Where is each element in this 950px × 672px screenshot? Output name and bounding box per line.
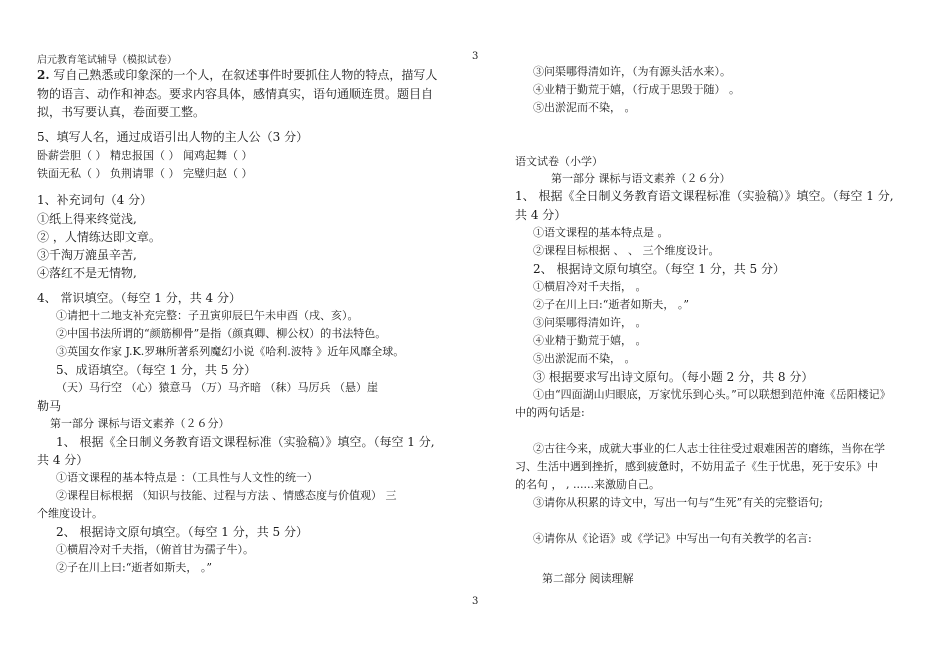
poem-recall-a-line-1: ①由“四面湖山归眼底，万家忧乐到心头。”可以联想到范仲淹《岳阳楼记》 bbox=[533, 388, 891, 401]
poem-answer-right-top: ④业精于勤荒于嬉，（行成于思毁于随） 。 bbox=[533, 83, 740, 96]
idiom-row-2: 铁面无私（ ） 负荆请罪（ ） 完璧归赵（ ） bbox=[37, 167, 253, 180]
poem-blank-item: ④业精于勤荒于嬉， 。 bbox=[533, 334, 647, 347]
writing-number: 2. bbox=[37, 68, 50, 82]
curriculum-answer-2-line-1: ②课程目标根据 （知识与技能、过程与方法 、情感态度与价值观） 三 bbox=[56, 489, 397, 502]
curriculum-question-line-1: 1、 根据《全日制义务教育语文课程标准（实验稿）》填空。（每空 1 分, bbox=[56, 435, 435, 449]
poem-answer-left: ①横眉冷对千夫指，（俯首甘为孺子牛）。 bbox=[56, 543, 254, 556]
writing-prompt-line-3: 拟，书写要认真，卷面要工整。 bbox=[37, 105, 206, 119]
idiom-fill-title: 5、成语填空。（每空 1 分，共 5 分） bbox=[56, 363, 257, 377]
idiom-question-title: 5、填写人名，通过成语引出人物的主人公（3 分） bbox=[37, 130, 309, 144]
part1-heading-right: 第一部分 课标与语文素养（２６分） bbox=[551, 172, 731, 185]
common-knowledge-item: ①请把十二地支补充完整：子丑寅卯辰巳午未申酉（戌、亥）。 bbox=[56, 309, 359, 322]
poem-answer-left: ②子在川上曰:“逝者如斯夫， 。” bbox=[56, 561, 212, 574]
writing-prompt-line-1 bbox=[37, 69, 437, 81]
writing-prompt-line-2: 物的语言、动作和神态。要求内容具体，感情真实，语句通顺连贯。题目自 bbox=[37, 87, 434, 101]
supplement-item: ④落红不是无情物, bbox=[37, 266, 137, 280]
poem-answer-right-top: ③问渠哪得清如许，（为有源头活水来）。 bbox=[533, 65, 731, 78]
common-knowledge-item: ②中国书法所谓的“颜筋柳骨”是指（颜真卿、柳公权）的书法特色。 bbox=[56, 327, 387, 340]
poem-recall-title: ③ 根据要求写出诗文原句。（每小题 2 分，共 8 分） bbox=[533, 370, 814, 384]
poem-blank-item: ①横眉冷对千夫指， 。 bbox=[533, 280, 647, 293]
poem-answer-right-top: ⑤出淤泥而不染， 。 bbox=[533, 101, 636, 114]
supplement-item: ③千淘万漉虽辛苦, bbox=[37, 248, 137, 262]
common-knowledge-item: ③英国女作家 J.K.罗琳所著系列魔幻小说《哈利.波特 》近年风靡全球。 bbox=[56, 345, 405, 358]
supplement-item: ①纸上得来终觉浅, bbox=[37, 212, 137, 226]
idiom-fill-row: （天）马行空 （心）猿意马 （万）马齐暗 （秣）马厉兵 （悬）崖 bbox=[56, 381, 378, 394]
poem-question-title-right: 2、 根据诗文原句填空。（每空 1 分，共 5 分） bbox=[533, 262, 785, 276]
idiom-row-1: 卧薪尝胆（ ） 精忠报国（ ） 闻鸡起舞（ ） bbox=[37, 149, 253, 162]
poem-blank-item: ⑤出淤泥而不染， 。 bbox=[533, 352, 636, 365]
part2-heading: 第二部分 阅读理解 bbox=[542, 572, 634, 585]
poem-question-title-left: 2、 根据诗文原句填空。（每空 1 分，共 5 分） bbox=[56, 525, 308, 539]
poem-blank-item: ③问渠哪得清如许， 。 bbox=[533, 316, 647, 329]
poem-blank-item: ②子在川上曰:“逝者如斯夫， 。” bbox=[533, 298, 689, 311]
poem-recall-d: ④请你从《论语》或《学记》中写出一句有关教学的名言: bbox=[533, 532, 812, 545]
poem-recall-b-line-3: 的名句 ， , ......来激励自己。 bbox=[515, 478, 660, 491]
curriculum-question-line-2: 共 4 分） bbox=[37, 453, 89, 467]
common-knowledge-title: 4、 常识填空。（每空 1 分，共 4 分） bbox=[37, 291, 241, 305]
page-number-top: 3 bbox=[472, 51, 479, 62]
curriculum-blank-item: ①语文课程的基本特点是 。 bbox=[533, 226, 669, 239]
supplement-title: 1、补充词句（4 分） bbox=[37, 193, 153, 207]
writing-text: 写自己熟悉或印象深的一个人，在叙述事件时要抓住人物的特点，描写人 bbox=[53, 68, 438, 82]
supplement-item: ② ，人情练达即文章。 bbox=[37, 230, 161, 244]
curriculum-blank-item: ②课程目标根据 、 、 三个维度设计。 bbox=[533, 244, 720, 257]
poem-recall-b-line-1: ②古往今来，成就大事业的仁人志士往往受过艰难困苦的磨练，当你在学 bbox=[533, 442, 885, 455]
exam-title: 语文试卷（小学） bbox=[515, 155, 603, 168]
poem-recall-c: ③请你从积累的诗文中，写出一句与“生死”有关的完整语句; bbox=[533, 496, 823, 509]
curriculum-answer-2-line-2: 个维度设计。 bbox=[37, 507, 103, 520]
curriculum-question-right-line-2: 共 4 分） bbox=[515, 208, 567, 222]
poem-recall-b-line-2: 习、生活中遇到挫折，感到疲惫时，不妨用孟子《生于忧患，死于安乐》中 bbox=[515, 460, 878, 473]
idiom-fill-continuation: 勒马 bbox=[37, 399, 62, 413]
part1-heading-left: 第一部分 课标与语文素养（２６分） bbox=[50, 417, 230, 430]
curriculum-answer-1: ①语文课程的基本特点是 ：（工具性与人文性的统一） bbox=[56, 471, 318, 484]
poem-recall-a-line-2: 中的两句话是: bbox=[515, 406, 585, 419]
page-number-bottom: 3 bbox=[472, 596, 479, 607]
curriculum-question-right-line-1: 1、 根据《全日制义务教育语文课程标准（实验稿）》填空。（每空 1 分, bbox=[515, 189, 894, 203]
header-title: 启元教育笔试辅导（模拟试卷） bbox=[37, 55, 177, 66]
